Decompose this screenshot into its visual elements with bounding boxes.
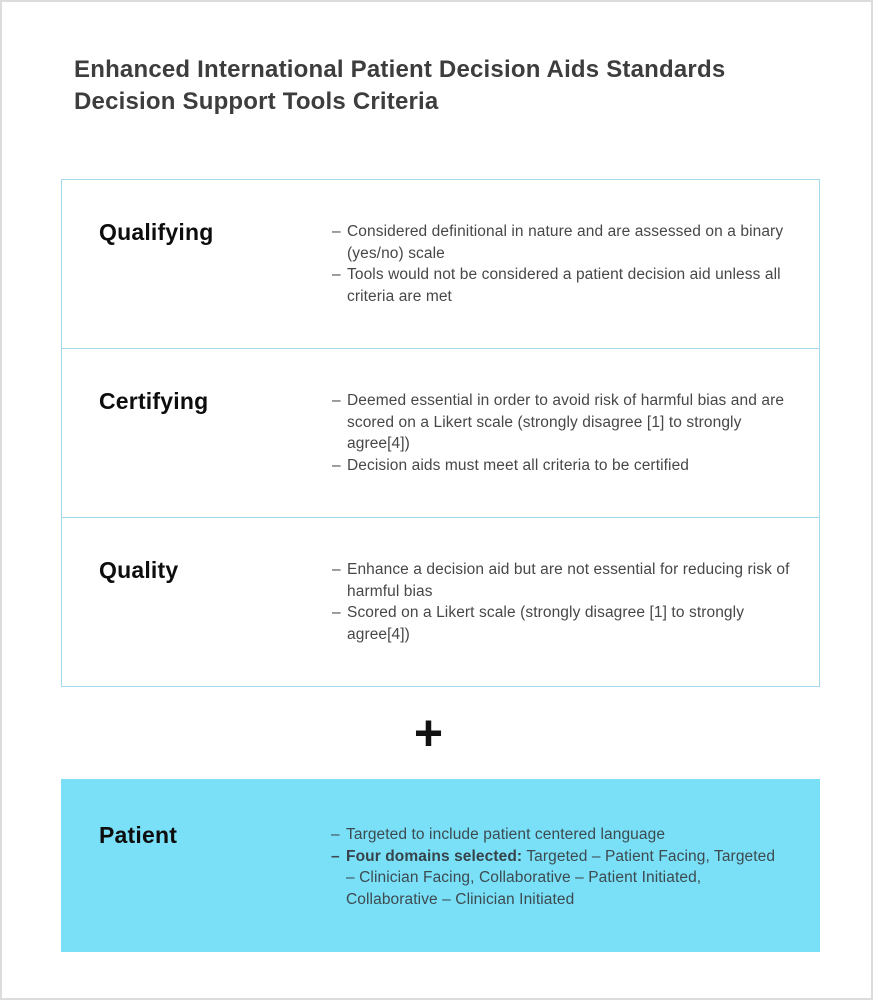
- row-heading-qualifying: Qualifying: [99, 219, 214, 245]
- dash-bullet-marker: –: [332, 223, 341, 240]
- dash-bullet-marker: –: [331, 826, 340, 843]
- bullet-item: [332, 559, 794, 602]
- criteria-row-quality: [61, 517, 820, 687]
- criteria-row-qualifying: [61, 179, 820, 349]
- bullet-text: [346, 846, 786, 911]
- bullet-text: Scored on a Likert scale (strongly disagree [1] to strongly agree[4]): [347, 604, 745, 643]
- criteria-table: [61, 179, 820, 687]
- criteria-row-certifying: [61, 348, 820, 518]
- bullet-text: Deemed essential in order to avoid risk of harmful bias and are scored on a Likert scale (strongly disagree [1] to strongly agree[4]): [347, 392, 785, 452]
- bullet-item: [332, 264, 794, 307]
- row-bullets-certifying: [332, 389, 794, 517]
- dash-bullet-marker: –: [332, 561, 341, 578]
- bullet-text: Enhance a decision aid but are not essential for reducing risk of harmful bias: [347, 561, 790, 600]
- bullet-item: [332, 390, 794, 455]
- row-bullets-patient: [331, 823, 786, 952]
- row-heading-certifying: Certifying: [99, 388, 209, 414]
- bullet-item: [331, 824, 786, 846]
- plus-icon: +: [413, 705, 444, 761]
- dash-bullet-marker: –: [331, 847, 340, 865]
- bullet-item: [332, 455, 794, 477]
- dash-bullet-marker: –: [332, 392, 341, 409]
- bullet-text: Decision aids must meet all criteria to be certified: [347, 456, 690, 474]
- row-bullets-quality: [332, 558, 794, 686]
- dash-bullet-marker: –: [332, 456, 341, 474]
- page-title: Enhanced International Patient Decision Aids Standards Decision Support Tools Criteria: [74, 56, 726, 115]
- bullet-bold-lead: Four domains selected:: [346, 847, 523, 865]
- bullet-text: Considered definitional in nature and are assessed on a binary (yes/no) scale: [347, 223, 784, 262]
- bullet-item: [332, 221, 794, 264]
- bullet-rest: Targeted – Patient Facing, Targeted – Clinician Facing, Collaborative – Patient Initiated, Collaborative – Clinician Initiated: [346, 847, 776, 908]
- patient-section: [61, 779, 820, 952]
- row-bullets-qualifying: [332, 220, 794, 348]
- row-heading-patient: Patient: [99, 822, 178, 848]
- row-heading-quality: Quality: [99, 557, 179, 583]
- dash-bullet-marker: –: [332, 266, 341, 283]
- bullet-text: Tools would not be considered a patient decision aid unless all criteria are met: [347, 266, 781, 305]
- bullet-item: [331, 846, 786, 911]
- bullet-text: Targeted to include patient centered language: [346, 826, 666, 843]
- dash-bullet-marker: –: [332, 604, 341, 621]
- bullet-item: [332, 602, 794, 645]
